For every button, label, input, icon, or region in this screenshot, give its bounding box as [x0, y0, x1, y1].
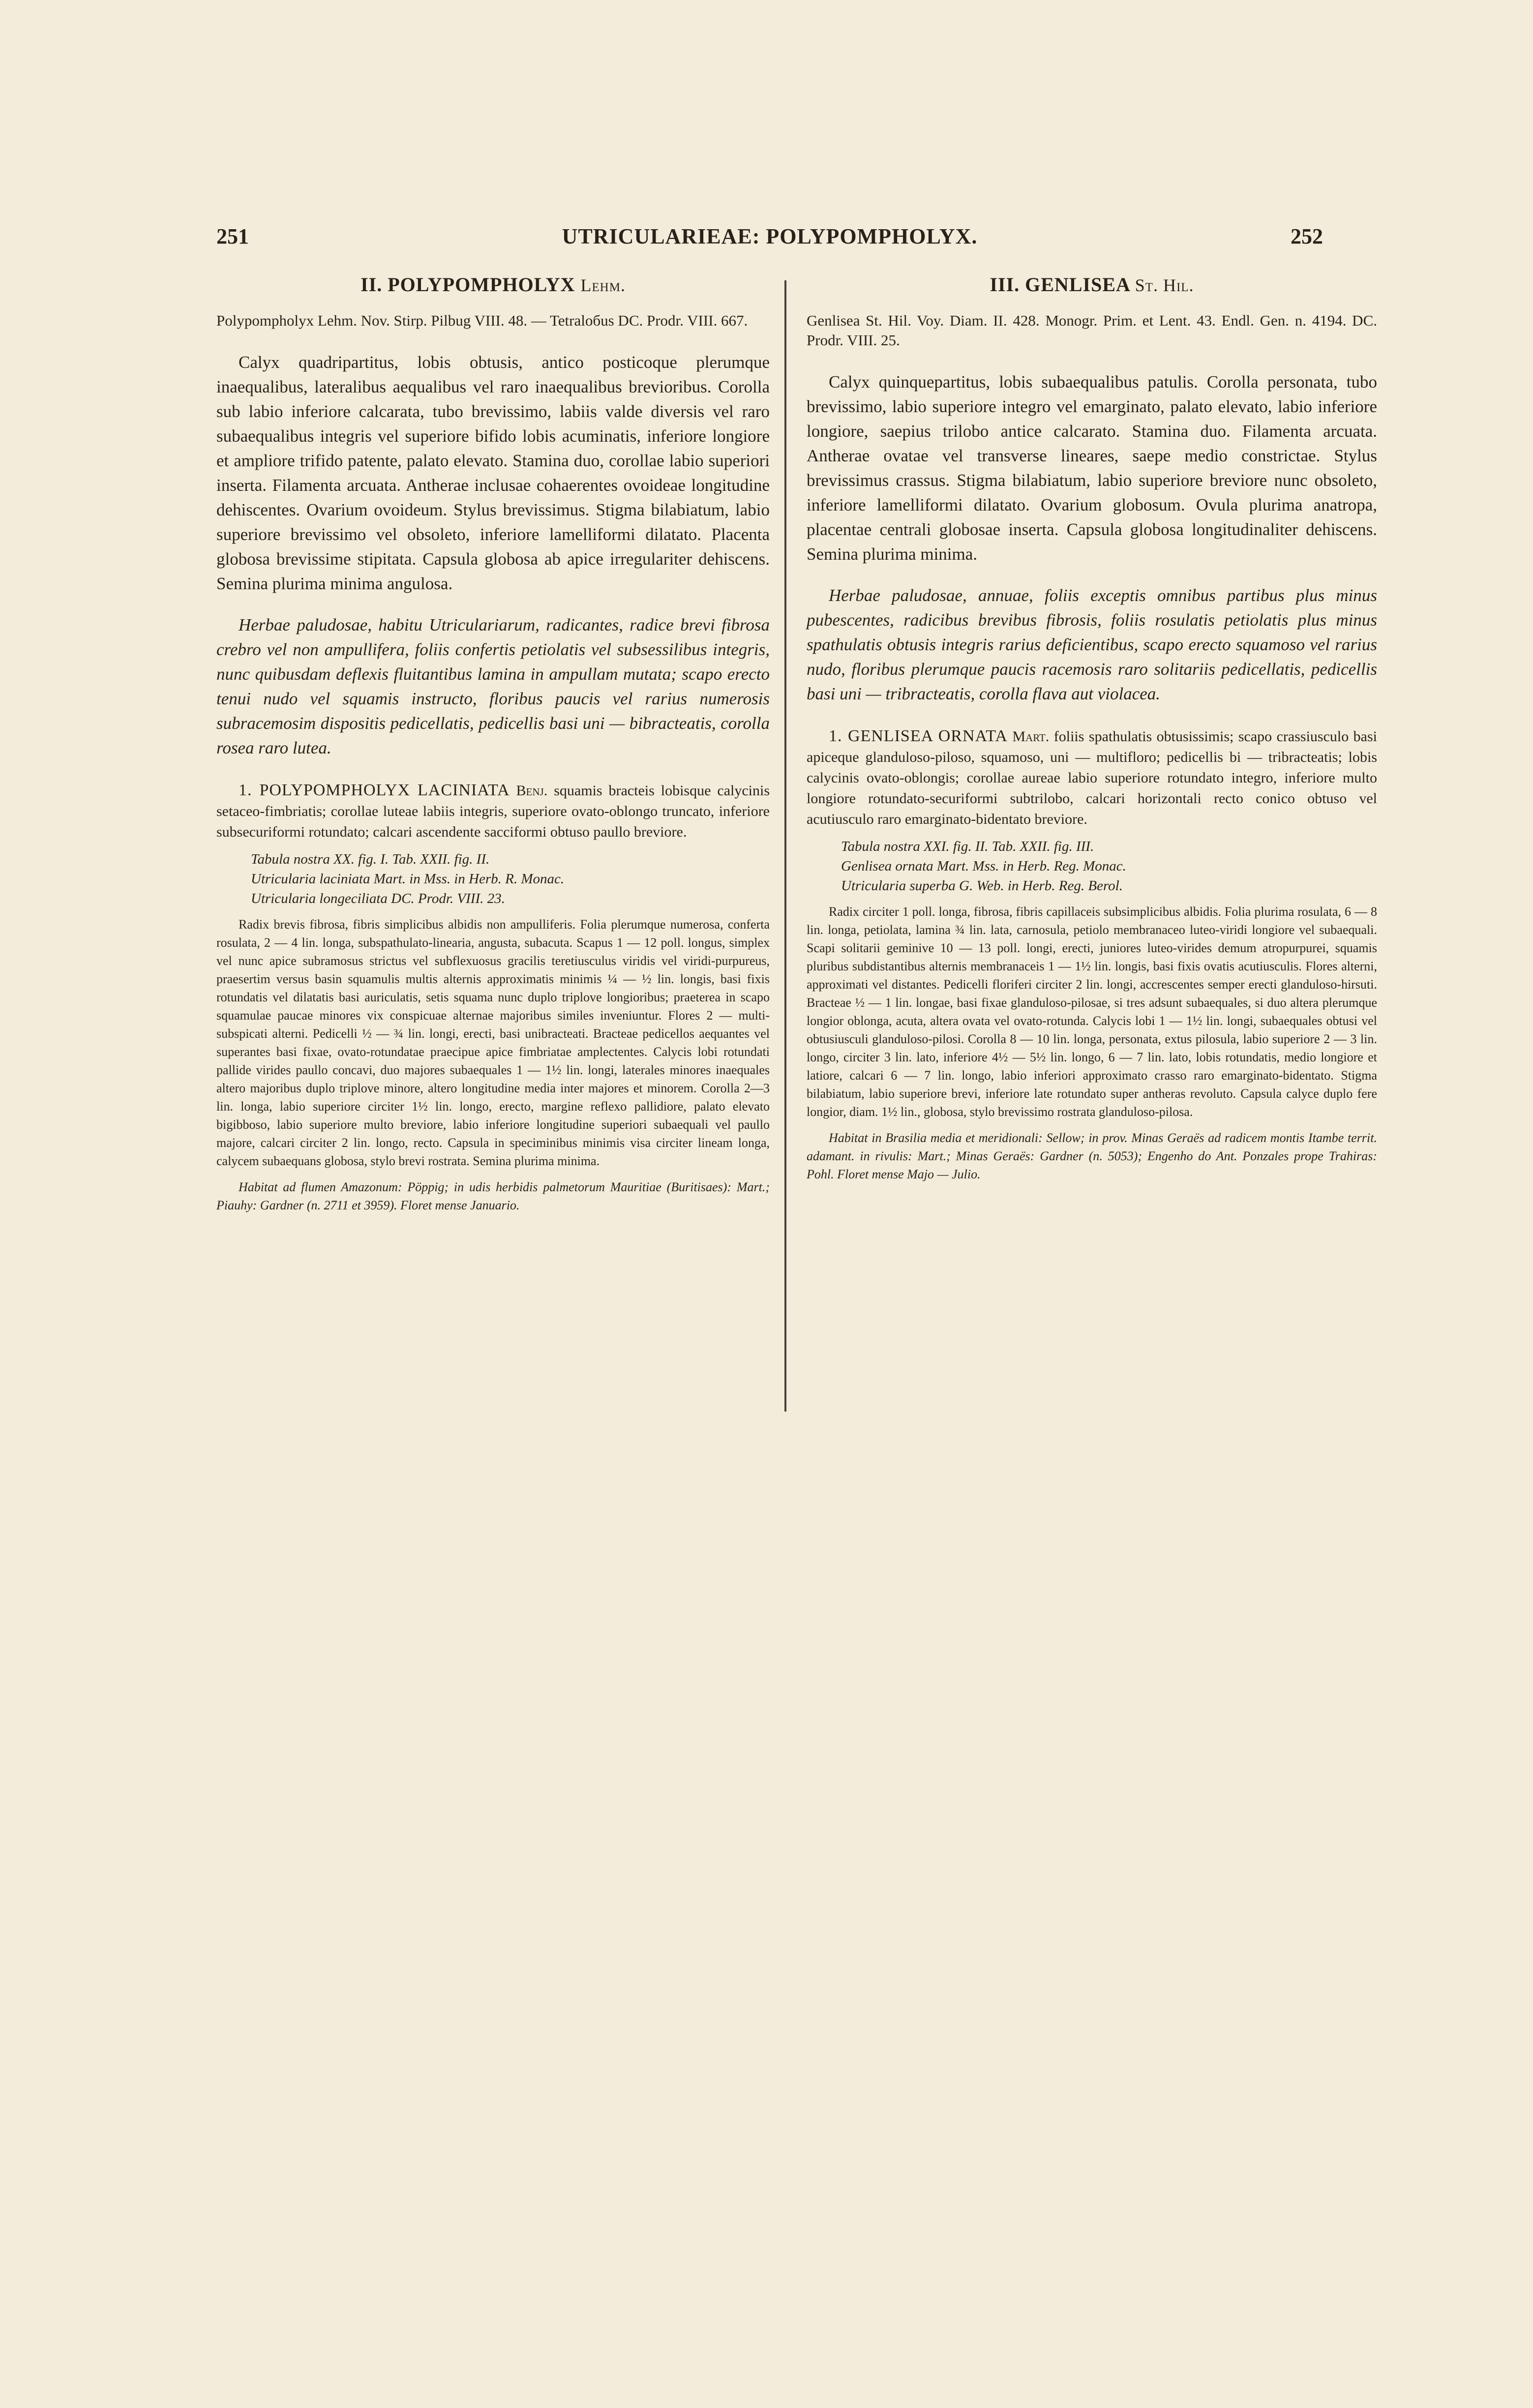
- genus-heading: [216, 273, 770, 296]
- species-name: 1. POLYPOMPHOLYX LACINIATA: [239, 781, 510, 799]
- reference-line: Utricularia laciniata Mart. in Mss. in Herb. R. Monac.: [251, 871, 565, 887]
- species-diagnosis: squamis bracteis lobisque calycinis setaceo-fimbriatis; corollae luteae labiis integris, superiore ovato-oblongo truncato, inferiore subsecuriformi rotundato; calcari ascendente sacciformi obtuso paullo breviore.: [216, 783, 770, 840]
- genus-description: Calyx quinquepartitus, lobis subaequalibus patulis. Corolla personata, tubo brevissimo, labio superiore integro vel emarginato, palato elevato, labio inferiore longiore, saepius trilobo antice calcarato. Stamina duo. Filamenta arcuata. Antherae ovatae vel transverse lineares, saepe medio constrictae. Stylus brevissimus crassus. Stigma bilabiatum, labio superiore breviore nunc obsoleto, inferiore lamelliformi dilatato. Ovarium globosum. Ovula plurima anatropa, placentae centrali globosae inserta. Capsula globosa longitudinaliter dehiscens. Semina plurima minima.: [807, 372, 1377, 564]
- left-column: [216, 273, 770, 1214]
- genus-synonymy: Polypompholyx Lehm. Nov. Stirp. Pilbug VIII. 48. — Tetraloбus DC. Prodr. VIII. 667.: [216, 312, 748, 329]
- species-name: 1. GENLISEA ORNATA: [829, 727, 1008, 745]
- reference-line: Utricularia longeciliata DC. Prodr. VIII. 23.: [251, 891, 505, 906]
- species-references: [841, 837, 1377, 896]
- genus-heading-text: III. GENLISEA: [990, 273, 1130, 296]
- reference-line: Tabula nostra XXI. fig. II. Tab. XXII. fig. III.: [841, 839, 1094, 854]
- species-diagnosis: foliis spathulatis obtusissimis; scapo crassiusculo basi apiceque glanduloso-piloso, squamoso, uni — multifloro; pedicellis bi — tribracteatis; lobis calycinis ovato-oblongis; corollae aureae labio superiore rotundato integro, inferiore multo longiore rotundato-securiformi subtrilobo, calcari horizontali recto conico obtuso vel acutiusculo raro emarginato-bidentato breviore.: [807, 728, 1378, 827]
- running-header: [216, 224, 1323, 258]
- page-number-left: 251: [216, 224, 249, 248]
- species-habitat: Habitat ad flumen Amazonum: Pöppig; in udis herbidis palmetorum Mauritiae (Buritisaes): Mart.; Piauhy: Gardner (n. 2711 et 3959). Floret mense Januario.: [216, 1180, 770, 1212]
- column-divider: [784, 280, 786, 1412]
- species-details: Radix circiter 1 poll. longa, fibrosa, fibris capillaceis subsimplicibus albidis. Folia plurima rosulata, 6 — 8 lin. longa, petiolata, lamina ¾ lin. lata, carnosula, petiolo membranaceo luteo-viridi longiore vel subaequali. Scapi solitarii geminive 10 — 13 poll. longi, erecti, juniores luteo-virides demum atropurpurei, squamis pluribus subdistantibus alternis membranaceis 1 — 1½ lin. longis, basi fixis ovatis acutiusculis. Flores alterni, approximati vel distantes. Pedicelli floriferi circiter 2 lin. longi, accrescentes semper erecti glanduloso-hirsuti. Bracteae ½ — 1 lin. longae, basi fixae glanduloso-pilosae, si tres adsunt subaequales, si duo altera plerumque longior oblonga, acuta, altera ovata vel ovato-rotunda. Calycis lobi 1 — 1½ lin. longi, subaequales obtusi vel obtusiusculi glanduloso-pilosi. Corolla 8 — 10 lin. longa, personata, extus pilosula, labio superiore 2 — 3 lin. longo, circiter 3 lin. lato, inferiore 4½ — 5½ lin. longo, 6 — 7 lin. lato, lobis rotundatis, medio longiore et latiore, calcari 6 — 7 lin. longo, labio inferiori approximato crasso raro emarginato-bidentato. Stigma bilabiatum, labio superiore brevi, inferiore late rotundato super antheras revoluto. Capsula calyce duplo fere longior, diam. 1½ lin., globosa, stylo brevissimo rostrata glanduloso-pilosa.: [807, 904, 1377, 1119]
- genus-habitus: Herbae paludosae, habitu Utriculariarum, radicantes, radice brevi fibrosa crebro vel non ampullifera, foliis confertis petiolatis vel subsessilibus integris, nunc quibusdam deflexis fluitantibus lamina in ampullam mutata; scapo erecto tenui nudo vel squamis instructo, floribus paucis vel rarius numerosis subracemosim dispositis pedicellatis, pedicellis basi uni — bibracteatis, corolla rosea raro lutea.: [216, 615, 770, 757]
- species-entry: [807, 726, 1377, 830]
- right-column: [807, 273, 1377, 1183]
- species-author: Mart.: [1012, 728, 1050, 745]
- genus-habitus: Herbae paludosae, annuae, foliis exceptis omnibus partibus plus minus pubescentes, radicibus brevibus fibrosis, foliis rosulatis petiolatis plus minus spathulatis obtusis integris rarius deficientibus, scapo erecto squamoso vel rarius nudo, floribus plerumque paucis racemosis raro solitariis pedicellatis, pedicellis basi uni — tribracteatis, corolla flava aut violacea.: [807, 586, 1377, 703]
- species-habitat: Habitat in Brasilia media et meridionali: Sellow; in prov. Minas Geraës ad radicem montis Itambe territ. adamant. in rivulis: Mart.; Minas Geraës: Gardner (n. 5053); Engenho do Ant. Ponzales prope Trahiras: Pohl. Floret mense Majo — Julio.: [807, 1131, 1377, 1181]
- genus-author: St. Hil.: [1135, 275, 1194, 295]
- genus-author: Lehm.: [580, 275, 626, 295]
- species-details: Radix brevis fibrosa, fibris simplicibus albidis non ampulliferis. Folia plerumque numerosa, conferta rosulata, 2 — 4 lin. longa, subspathulato-linearia, angusta, subacuta. Scapus 1 — 12 poll. longus, simplex vel nunc apice subramosus strictus vel subflexuosus gracilis teretiusculus viridis vel viridi-purpureus, praesertim versus basin squamulis multis alternis approximatis minimis ¼ — ½ lin. longis, basi fixis rotundatis vel dilatatis basi auriculatis, setis squama nunc duplo triplove longioribus; praeterea in scapo squamulae paucae minores vix conspicuae alternae majoribus similes inveniuntur. Flores 2 — multi-subspicati alterni. Pedicelli ½ — ¾ lin. longi, erecti, basi unibracteati. Bracteae pedicellos aequantes vel superantes basi fixae, ovato-rotundatae praecipue apice fimbriatae amplectentes. Calycis lobi rotundati pallide virides paullo concavi, duo majores subaequales 1 — 1½ lin. longi, laterales minores inaequales altero majoribus duplo triplove minore, altero longitudine media inter majores et minorem. Corolla 2—3 lin. longa, labio superiore circiter 1½ lin. longo, erecto, margine reflexo pallidiore, palato elevato bigibboso, labio superiore multo breviore, labio inferiore longitudine superiori subaequali vel paullo majore, calcari circiter 2 lin. longo, recto. Capsula in speciminibus minimis visa circiter lineam longa, calycem subaequans globosa, stylo brevi rostrata. Semina plurima minima.: [216, 917, 770, 1168]
- reference-line: Tabula nostra XX. fig. I. Tab. XXII. fig. II.: [251, 851, 490, 867]
- page-number-right: 252: [1291, 224, 1323, 248]
- genus-synonymy: Genlisea St. Hil. Voy. Diam. II. 428. Monogr. Prim. et Lent. 43. Endl. Gen. n. 4194. DC. Prodr. VIII. 25.: [807, 312, 1377, 349]
- genus-description: Calyx quadripartitus, lobis obtusis, antico posticoque plerumque inaequalibus, lateralibus aequalibus vel raro inaequalibus brevioribus. Corolla sub labio inferiore calcarata, tubo brevissimo, labiis valde diversis vel raro subaequalibus integris vel superiore bifido lobis acuminatis, inferiore longiore et ampliore trifido patente, palato elevato. Stamina duo, corollae labio superiori inserta. Filamenta arcuata. Antherae inclusae cohaerentes ovoideae longitudine dehiscentes. Ovarium ovoideum. Stylus brevissimus. Stigma bilabiatum, labio superiore brevissimo vel obsoleto, inferiore lamelliformi dilatato. Placenta globosa brevissime stipitata. Capsula globosa ab apice irregulariter dehiscens. Semina plurima minima angulosa.: [216, 353, 770, 593]
- species-entry: [216, 780, 770, 843]
- reference-line: Utricularia superba G. Web. in Herb. Reg. Berol.: [841, 878, 1123, 894]
- running-title: UTRICULARIEAE: POLYPOMPHOLYX.: [562, 224, 978, 248]
- genus-heading: [807, 273, 1377, 296]
- genus-heading-text: II. POLYPOMPHOLYX: [361, 273, 575, 296]
- species-author: Benj.: [516, 783, 548, 799]
- species-references: [251, 849, 770, 908]
- reference-line: Genlisea ornata Mart. Mss. in Herb. Reg. Monac.: [841, 858, 1126, 874]
